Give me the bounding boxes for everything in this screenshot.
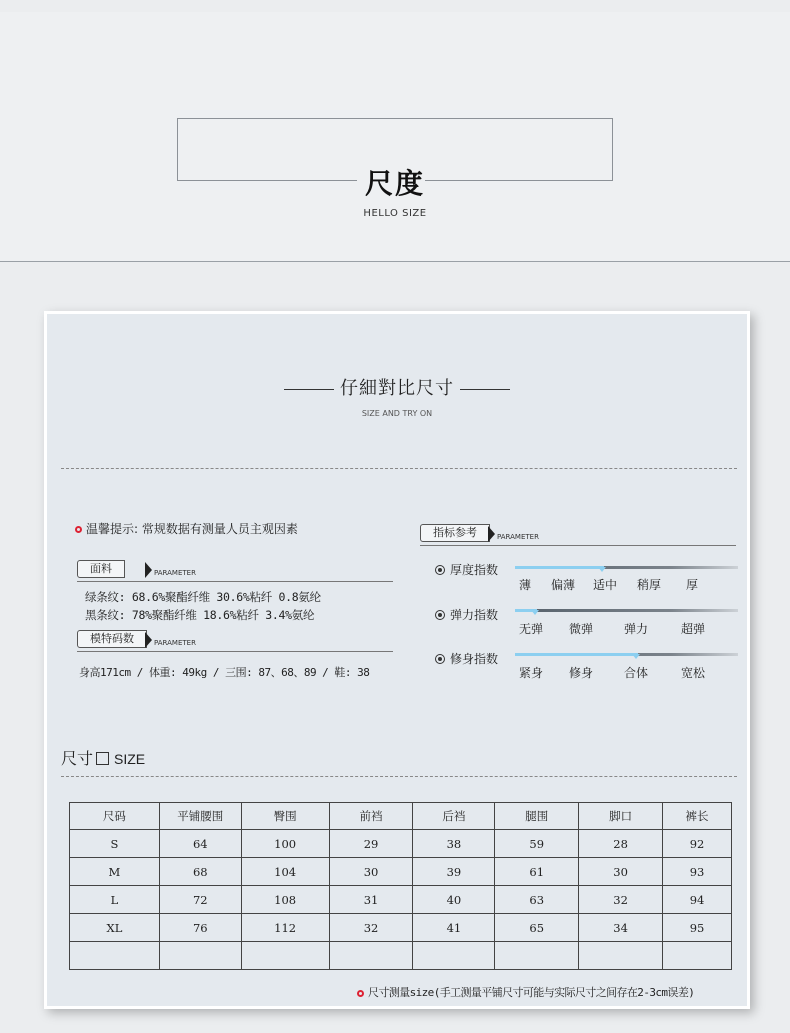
table-row xyxy=(70,942,732,970)
table-cell xyxy=(159,942,241,970)
model-tag-sub: PARAMETER xyxy=(154,639,196,647)
thickness-option: 适中 xyxy=(593,578,618,592)
elasticity-option: 超弹 xyxy=(681,622,706,636)
table-row xyxy=(70,886,732,914)
radio-icon xyxy=(435,654,445,664)
fit-scale xyxy=(515,653,738,656)
tip-text xyxy=(75,520,298,537)
radio-icon xyxy=(435,565,445,575)
indicator-tag xyxy=(420,524,740,542)
fit-option: 修身 xyxy=(569,666,594,680)
indicator-tag-label: 指标参考 xyxy=(420,524,490,542)
table-cell: S xyxy=(70,830,160,858)
fit-label-text: 修身指数 xyxy=(450,652,499,666)
fit-scale-fill xyxy=(515,653,638,656)
table-cell: 94 xyxy=(663,886,732,914)
fit-scale-marker xyxy=(632,654,640,659)
compare-subtitle: SIZE AND TRY ON xyxy=(361,409,433,418)
elasticity-scale xyxy=(515,609,738,612)
divider-size xyxy=(61,776,737,777)
size-heading-title: 尺寸 xyxy=(61,749,94,768)
fabric-tag-sub: PARAMETER xyxy=(154,569,196,577)
table-cell: 30 xyxy=(329,858,413,886)
fit-option: 宽松 xyxy=(681,666,706,680)
divider-top xyxy=(61,468,737,469)
indicator-tag-line xyxy=(420,545,736,546)
thickness-option: 厚 xyxy=(686,578,699,592)
table-cell: 41 xyxy=(413,914,495,942)
table-cell: 59 xyxy=(495,830,579,858)
table-header-cell: 前裆 xyxy=(329,803,413,830)
table-cell: 72 xyxy=(159,886,241,914)
compare-title xyxy=(278,374,516,400)
fabric-tag-label: 面料 xyxy=(77,560,125,578)
table-cell xyxy=(663,942,732,970)
table-cell: 61 xyxy=(495,858,579,886)
tip-label: 温馨提示: 常规数据有测量人员主观因素 xyxy=(86,522,298,536)
compare-title-text: 仔細對比尺寸 xyxy=(340,378,454,399)
table-cell: 100 xyxy=(241,830,329,858)
thickness-scale-fill xyxy=(515,566,604,569)
footnote-text: 尺寸测量size(手工测量平铺尺寸可能与实际尺寸之间存在2-3cm误差) xyxy=(368,986,695,999)
table-header-cell: 尺码 xyxy=(70,803,160,830)
elasticity-scale-marker xyxy=(531,610,539,615)
table-header-cell: 腿围 xyxy=(495,803,579,830)
elasticity-option: 微弹 xyxy=(569,622,594,636)
table-header-row xyxy=(70,803,732,830)
page-subtitle: HELLO SIZE xyxy=(363,208,427,219)
model-tag-label: 模特码数 xyxy=(77,630,147,648)
table-cell: 95 xyxy=(663,914,732,942)
thickness-scale xyxy=(515,566,738,569)
bullet-icon xyxy=(357,990,364,997)
table-cell: 112 xyxy=(241,914,329,942)
title-dash-left xyxy=(284,389,334,390)
tag-arrow-icon xyxy=(488,526,495,542)
fabric-tag-line xyxy=(77,581,393,582)
table-cell: 34 xyxy=(579,914,663,942)
table-cell: 32 xyxy=(579,886,663,914)
elasticity-option: 无弹 xyxy=(519,622,544,636)
table-cell: 92 xyxy=(663,830,732,858)
table-cell: 93 xyxy=(663,858,732,886)
radio-icon xyxy=(435,610,445,620)
table-header-cell: 裤长 xyxy=(663,803,732,830)
thickness-label-text: 厚度指数 xyxy=(450,563,499,577)
table-cell xyxy=(241,942,329,970)
table-header-cell: 平铺腰围 xyxy=(159,803,241,830)
elasticity-label xyxy=(435,606,498,623)
table-row xyxy=(70,858,732,886)
table-body xyxy=(70,830,732,970)
table-cell: 38 xyxy=(413,830,495,858)
table-cell xyxy=(495,942,579,970)
page-title: 尺度 xyxy=(364,167,425,200)
fabric-line-1: 绿条纹: 68.6%聚酯纤维 30.6%粘纤 0.8氨纶 xyxy=(85,590,321,604)
bullet-icon xyxy=(75,526,82,533)
table-cell: XL xyxy=(70,914,160,942)
table-header-cell: 后裆 xyxy=(413,803,495,830)
table-header-cell: 臀围 xyxy=(241,803,329,830)
fit-option: 紧身 xyxy=(519,666,544,680)
table-cell: 39 xyxy=(413,858,495,886)
table-cell xyxy=(70,942,160,970)
tag-arrow-icon xyxy=(145,632,152,648)
table-cell: 104 xyxy=(241,858,329,886)
size-card xyxy=(44,311,750,1009)
footnote xyxy=(357,984,694,1000)
table-header-cell: 脚口 xyxy=(579,803,663,830)
table-cell: 30 xyxy=(579,858,663,886)
table-cell: M xyxy=(70,858,160,886)
thickness-option: 稍厚 xyxy=(637,578,662,592)
fit-option: 合体 xyxy=(624,666,649,680)
elasticity-label-text: 弹力指数 xyxy=(450,608,499,622)
size-heading-en: SIZE xyxy=(114,751,146,767)
table-cell: 63 xyxy=(495,886,579,914)
model-info: 身高171cm / 体重: 49kg / 三围: 87、68、89 / 鞋: 38 xyxy=(79,666,370,679)
title-dash-right xyxy=(460,389,510,390)
size-table xyxy=(69,802,732,970)
table-cell: L xyxy=(70,886,160,914)
table-cell: 40 xyxy=(413,886,495,914)
table-cell xyxy=(329,942,413,970)
compare-title-wrap xyxy=(47,374,747,400)
table-cell: 65 xyxy=(495,914,579,942)
elasticity-option: 弹力 xyxy=(624,622,649,636)
model-tag-line xyxy=(77,651,393,652)
fabric-line-2: 黑条纹: 78%聚酯纤维 18.6%粘纤 3.4%氨纶 xyxy=(85,608,315,622)
table-cell: 28 xyxy=(579,830,663,858)
thickness-label xyxy=(435,561,498,578)
table-cell: 64 xyxy=(159,830,241,858)
thickness-option: 偏薄 xyxy=(551,578,576,592)
square-icon xyxy=(96,752,109,765)
thickness-scale-marker xyxy=(598,567,606,572)
fit-label xyxy=(435,650,498,667)
table-cell xyxy=(579,942,663,970)
tag-arrow-icon xyxy=(145,562,152,578)
size-heading xyxy=(61,746,145,769)
model-tag xyxy=(77,630,397,648)
table-cell: 76 xyxy=(159,914,241,942)
table-cell: 68 xyxy=(159,858,241,886)
table-cell: 29 xyxy=(329,830,413,858)
fabric-tag xyxy=(77,560,397,578)
table-cell: 32 xyxy=(329,914,413,942)
indicator-tag-sub: PARAMETER xyxy=(497,533,539,541)
table-cell xyxy=(413,942,495,970)
table-cell: 108 xyxy=(241,886,329,914)
thickness-option: 薄 xyxy=(519,578,532,592)
table-row xyxy=(70,914,732,942)
table-cell: 31 xyxy=(329,886,413,914)
table-row xyxy=(70,830,732,858)
